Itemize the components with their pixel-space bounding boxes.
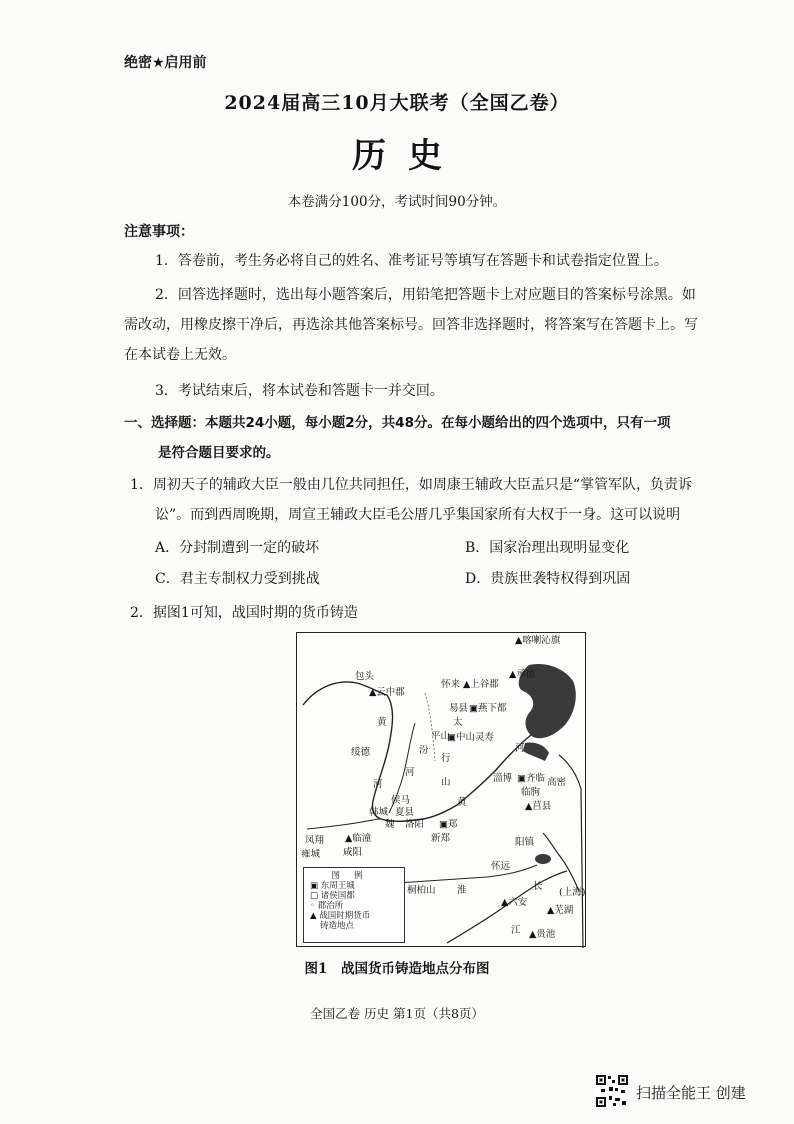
place-suide: 绥德	[351, 747, 371, 758]
place-chang: 长	[533, 881, 543, 892]
place-kalaqin: ▲喀喇沁旗	[515, 635, 561, 646]
legend-item-mint-site-cont: 铸造地点	[320, 921, 355, 931]
place-gaomi: 高密	[547, 777, 567, 788]
place-wei: 魏	[385, 819, 395, 830]
question-2-stem: 2．据图1可知，战国时期的货币铸造	[130, 605, 358, 621]
legend-item-royal-city: ▣ 东周王城	[310, 881, 355, 891]
place-fengxiang: 凤翔	[305, 835, 325, 846]
page-footer: 全国乙卷 历史 第1页（共8页）	[310, 1006, 484, 1021]
place-xiaxian: 夏县	[395, 807, 415, 818]
score-line: 本卷满分100分，考试时间90分钟。	[287, 194, 507, 210]
legend-item-mint-site: ▲ 战国时期货币	[310, 911, 371, 921]
note-1: 1．答卷前，考生务必将自己的姓名、准考证号等填写在答题卡和试卷指定位置上。	[155, 253, 668, 269]
place-xing: 行	[441, 753, 451, 764]
place-houma: 侯马	[391, 795, 411, 806]
place-zhongshan: ▣中山灵寿	[447, 732, 494, 743]
exam-title: 2024届高三10月大联考（全国乙卷）	[224, 92, 570, 114]
place-xinzheng: 新郑	[431, 833, 451, 844]
note-3: 3．考试结束后，将本试卷和答题卡一并交回。	[155, 383, 444, 399]
place-he3: 河	[515, 743, 525, 754]
place-chengde: ▲承德	[509, 669, 536, 680]
question-1-option-c: C．君主专制权力受到挑战	[155, 571, 320, 587]
place-hancheng: 韩城	[369, 807, 389, 818]
note-2-line1: 2．回答选择题时，选出每小题答案后，用铅笔把答题卡上对应题目的答案标号涂黑。如	[155, 287, 696, 303]
question-1-option-b: B．国家治理出现明显变化	[465, 540, 630, 556]
place-huang1: 黄	[377, 717, 387, 728]
map-legend	[303, 867, 405, 943]
place-baotou: 包头	[355, 671, 375, 682]
place-zibo: 淄博	[493, 773, 513, 784]
note-2-line2: 需改动，用橡皮擦干净后，再选涂其他答案标号。回答非选择题时，将答案写在答题卡上。写	[124, 317, 698, 333]
qr-code-icon	[595, 1074, 629, 1108]
place-yongcheng: 雍城	[301, 849, 321, 860]
notes-heading: 注意事项：	[124, 224, 194, 240]
question-1-option-d: D．贵族世袭特权得到巩固	[465, 571, 631, 587]
place-xianyang: 咸阳	[343, 847, 363, 858]
place-yangzhen: 阳镇	[515, 837, 535, 848]
place-he1: 河	[405, 767, 415, 778]
section-1-heading-cont: 是符合题目要求的。	[158, 445, 280, 461]
question-1-stem-line2: 讼”。而到西周晚期，周宣王辅政大臣毛公厝几乎集国家所有大权于一身。这可以说明	[155, 507, 681, 523]
place-luoyang: 洛阳	[405, 819, 425, 830]
note-2-line3: 在本试卷上无效。	[124, 347, 236, 363]
place-linqu: 临朐	[521, 787, 541, 798]
place-pingshan: 平山	[431, 731, 451, 742]
place-linzi: ▣齐临	[517, 773, 545, 784]
place-yunzhong: ▲云中郡	[369, 687, 405, 698]
question-1-option-a: A．分封制遭到一定的破坏	[155, 540, 320, 556]
place-shanghai: (上海)	[559, 887, 586, 898]
place-shanggu: ▲上谷郡	[463, 679, 499, 690]
place-jiang: 江	[511, 925, 521, 936]
place-tongbaishan: 桐柏山	[407, 885, 436, 896]
place-yixian: 易县	[449, 703, 469, 714]
secret-label: 绝密★启用前	[124, 55, 207, 71]
place-yanxiadu: ▣燕下都	[469, 703, 507, 714]
place-guichi: ▲贵池	[529, 929, 556, 940]
place-lintong: ▲临潼	[345, 833, 372, 844]
place-he2: 河	[373, 779, 383, 790]
warring-states-map	[296, 632, 586, 947]
place-huailai: 怀来	[441, 679, 461, 690]
subject-title: 历史	[352, 136, 464, 176]
question-1-stem-line1: 1．周初天子的辅政大臣一般由几位共同担任，如周康王辅政大臣盂只是“掌管军队，负责诉	[130, 477, 693, 493]
place-juxian: ▲莒县	[525, 801, 552, 812]
place-huang2: 黄	[457, 797, 467, 808]
place-zheng: ▣郑	[439, 819, 458, 830]
place-shan: 山	[441, 777, 451, 788]
place-huai: 淮	[457, 885, 467, 896]
legend-title: 图例	[331, 871, 377, 881]
section-1-heading: 一、选择题：本题共24小题，每小题2分，共48分。在每小题给出的四个选项中，只有一项	[124, 415, 671, 431]
place-huaiyuan: 怀远	[491, 861, 511, 872]
legend-item-commandery: ◦ 郡治所	[310, 901, 344, 911]
place-fen: 汾	[419, 745, 429, 756]
place-tai: 太	[453, 717, 463, 728]
place-wuhu: ▲芜湖	[547, 905, 574, 916]
legend-item-vassal-capital: □ 诸侯国都	[310, 891, 355, 901]
figure-caption: 图1 战国货币铸造地点分布图	[304, 961, 490, 977]
scanner-watermark: 扫描全能王 创建	[636, 1084, 746, 1102]
place-liuan: ▲六安	[501, 897, 528, 908]
